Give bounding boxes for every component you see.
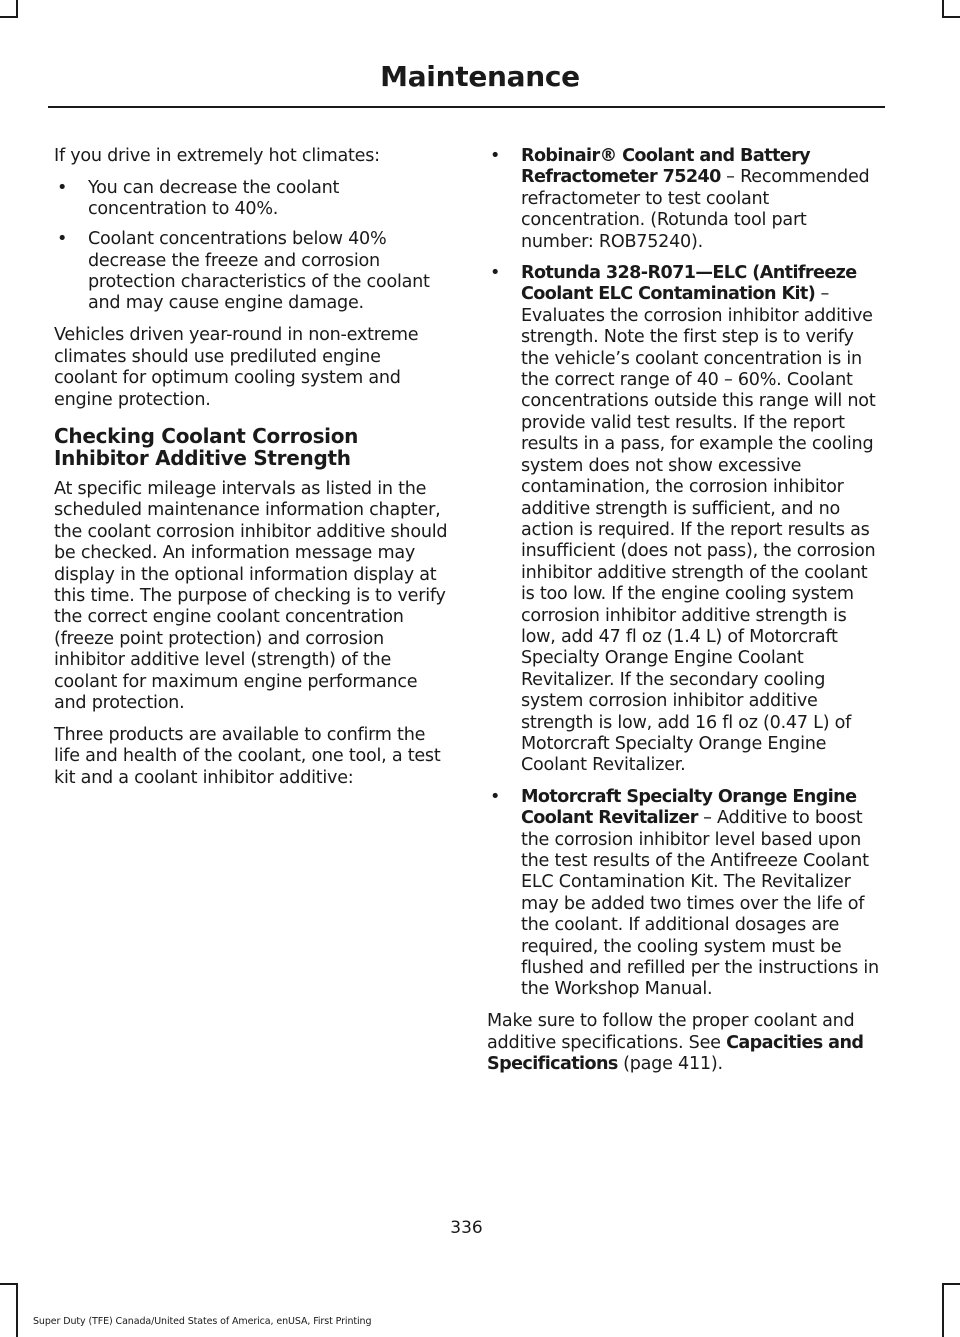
hot-climate-list [54,178,449,315]
product-description: – Recommended refractometer to test coolant concentration. (Rotunda tool part number: ROB75240). [521,167,870,252]
products-paragraph: Three products are available to confirm the life and health of the coolant, one tool, a test kit and a coolant inhibitor additive: [54,724,441,788]
section-heading: Checking Coolant Corrosion Inhibitor Additive Strength [54,423,359,470]
page-number: 336 [450,1218,483,1238]
page-reference: (page 411). [617,1054,723,1075]
closing-paragraph [487,1011,883,1075]
header-divider [48,106,885,108]
list-item: • Coolant concentrations below 40% decrease the freeze and corrosion protection characteristics of the coolant and may cause engine damage. [54,229,449,315]
products-list [487,146,883,1001]
list-item [487,146,883,253]
product-name: Rotunda 328-R071—ELC (Antifreeze Coolant ELC Contamination Kit) [521,263,857,305]
crop-mark-bottom-right-h [942,1283,960,1285]
capacities-link[interactable]: Capacities and Specifications [487,1032,864,1075]
crop-mark-bottom-left-h [0,1283,18,1285]
left-column [54,146,449,800]
mileage-paragraph: At specific mileage intervals as listed in the scheduled maintenance information chapter, the coolant corrosion inhibitor additive should be checked. An information message may display in the optional information display at this time. The purpose of checking is to verify the correct engine coolant concentration (freeze point protection) and corrosion inhibitor additive level (strength) of the coolant for maximum engine performance and protection. [54,478,448,714]
crop-mark-top-left-h [0,16,18,18]
right-column [487,146,883,1086]
product-description: – Evaluates the corrosion inhibitor additive strength. Note the first step is to verify the vehicle’s coolant concentration is in the correct range of 40 – 60%. Coolant concentrations outside this range will not provide valid test results. If the report results in a pass, for example the cooling system does not show excessive contamination, the corrosion inhibitor additive strength is sufficient, and no action is required. If the report results as insufficient (does not pass), the corrosion inhibitor additive strength of the coolant is too low. If the engine cooling system corrosion inhibitor additive strength is low, add 47 fl oz (1.4 L) of Motorcraft Specialty Orange Engine Coolant Revitalizer. If the secondary cooling system corrosion inhibitor additive strength is low, add 16 fl oz (0.47 L) of Motorcraft Specialty Orange Engine Coolant Revitalizer. [521,284,876,776]
list-item [487,263,883,777]
crop-mark-bottom-right [942,1283,944,1337]
crop-mark-bottom-left [16,1283,18,1337]
year-round-paragraph: Vehicles driven year-round in non-extreme climates should use prediluted engine coolant for optimum cooling system and engine protection. [54,325,419,410]
footer-edition: Super Duty (TFE) Canada/United States of America, enUSA, First Printing [33,1316,372,1327]
product-name: Motorcraft Specialty Orange Engine Coolant Revitalizer [521,786,857,829]
section-title: Maintenance [380,60,580,93]
list-item [487,787,883,1001]
crop-mark-top-right-h [942,16,960,18]
hot-climate-intro: If you drive in extremely hot climates: [54,146,380,166]
closing-text: Make sure to follow the proper coolant and additive specifications. See [487,1011,855,1053]
list-item: • You can decrease the coolant concentration to 40%. [54,178,449,221]
product-description: – Additive to boost the corrosion inhibitor level based upon the test results of the Antifreeze Coolant ELC Contamination Kit. The Revitalizer may be added two times over the life of the coolant. If additional dosages are required, the cooling system must be flushed and refilled per the instructions in the Workshop Manual. [521,808,879,1000]
product-name: Robinair® Coolant and Battery Refractometer 75240 [521,146,811,188]
